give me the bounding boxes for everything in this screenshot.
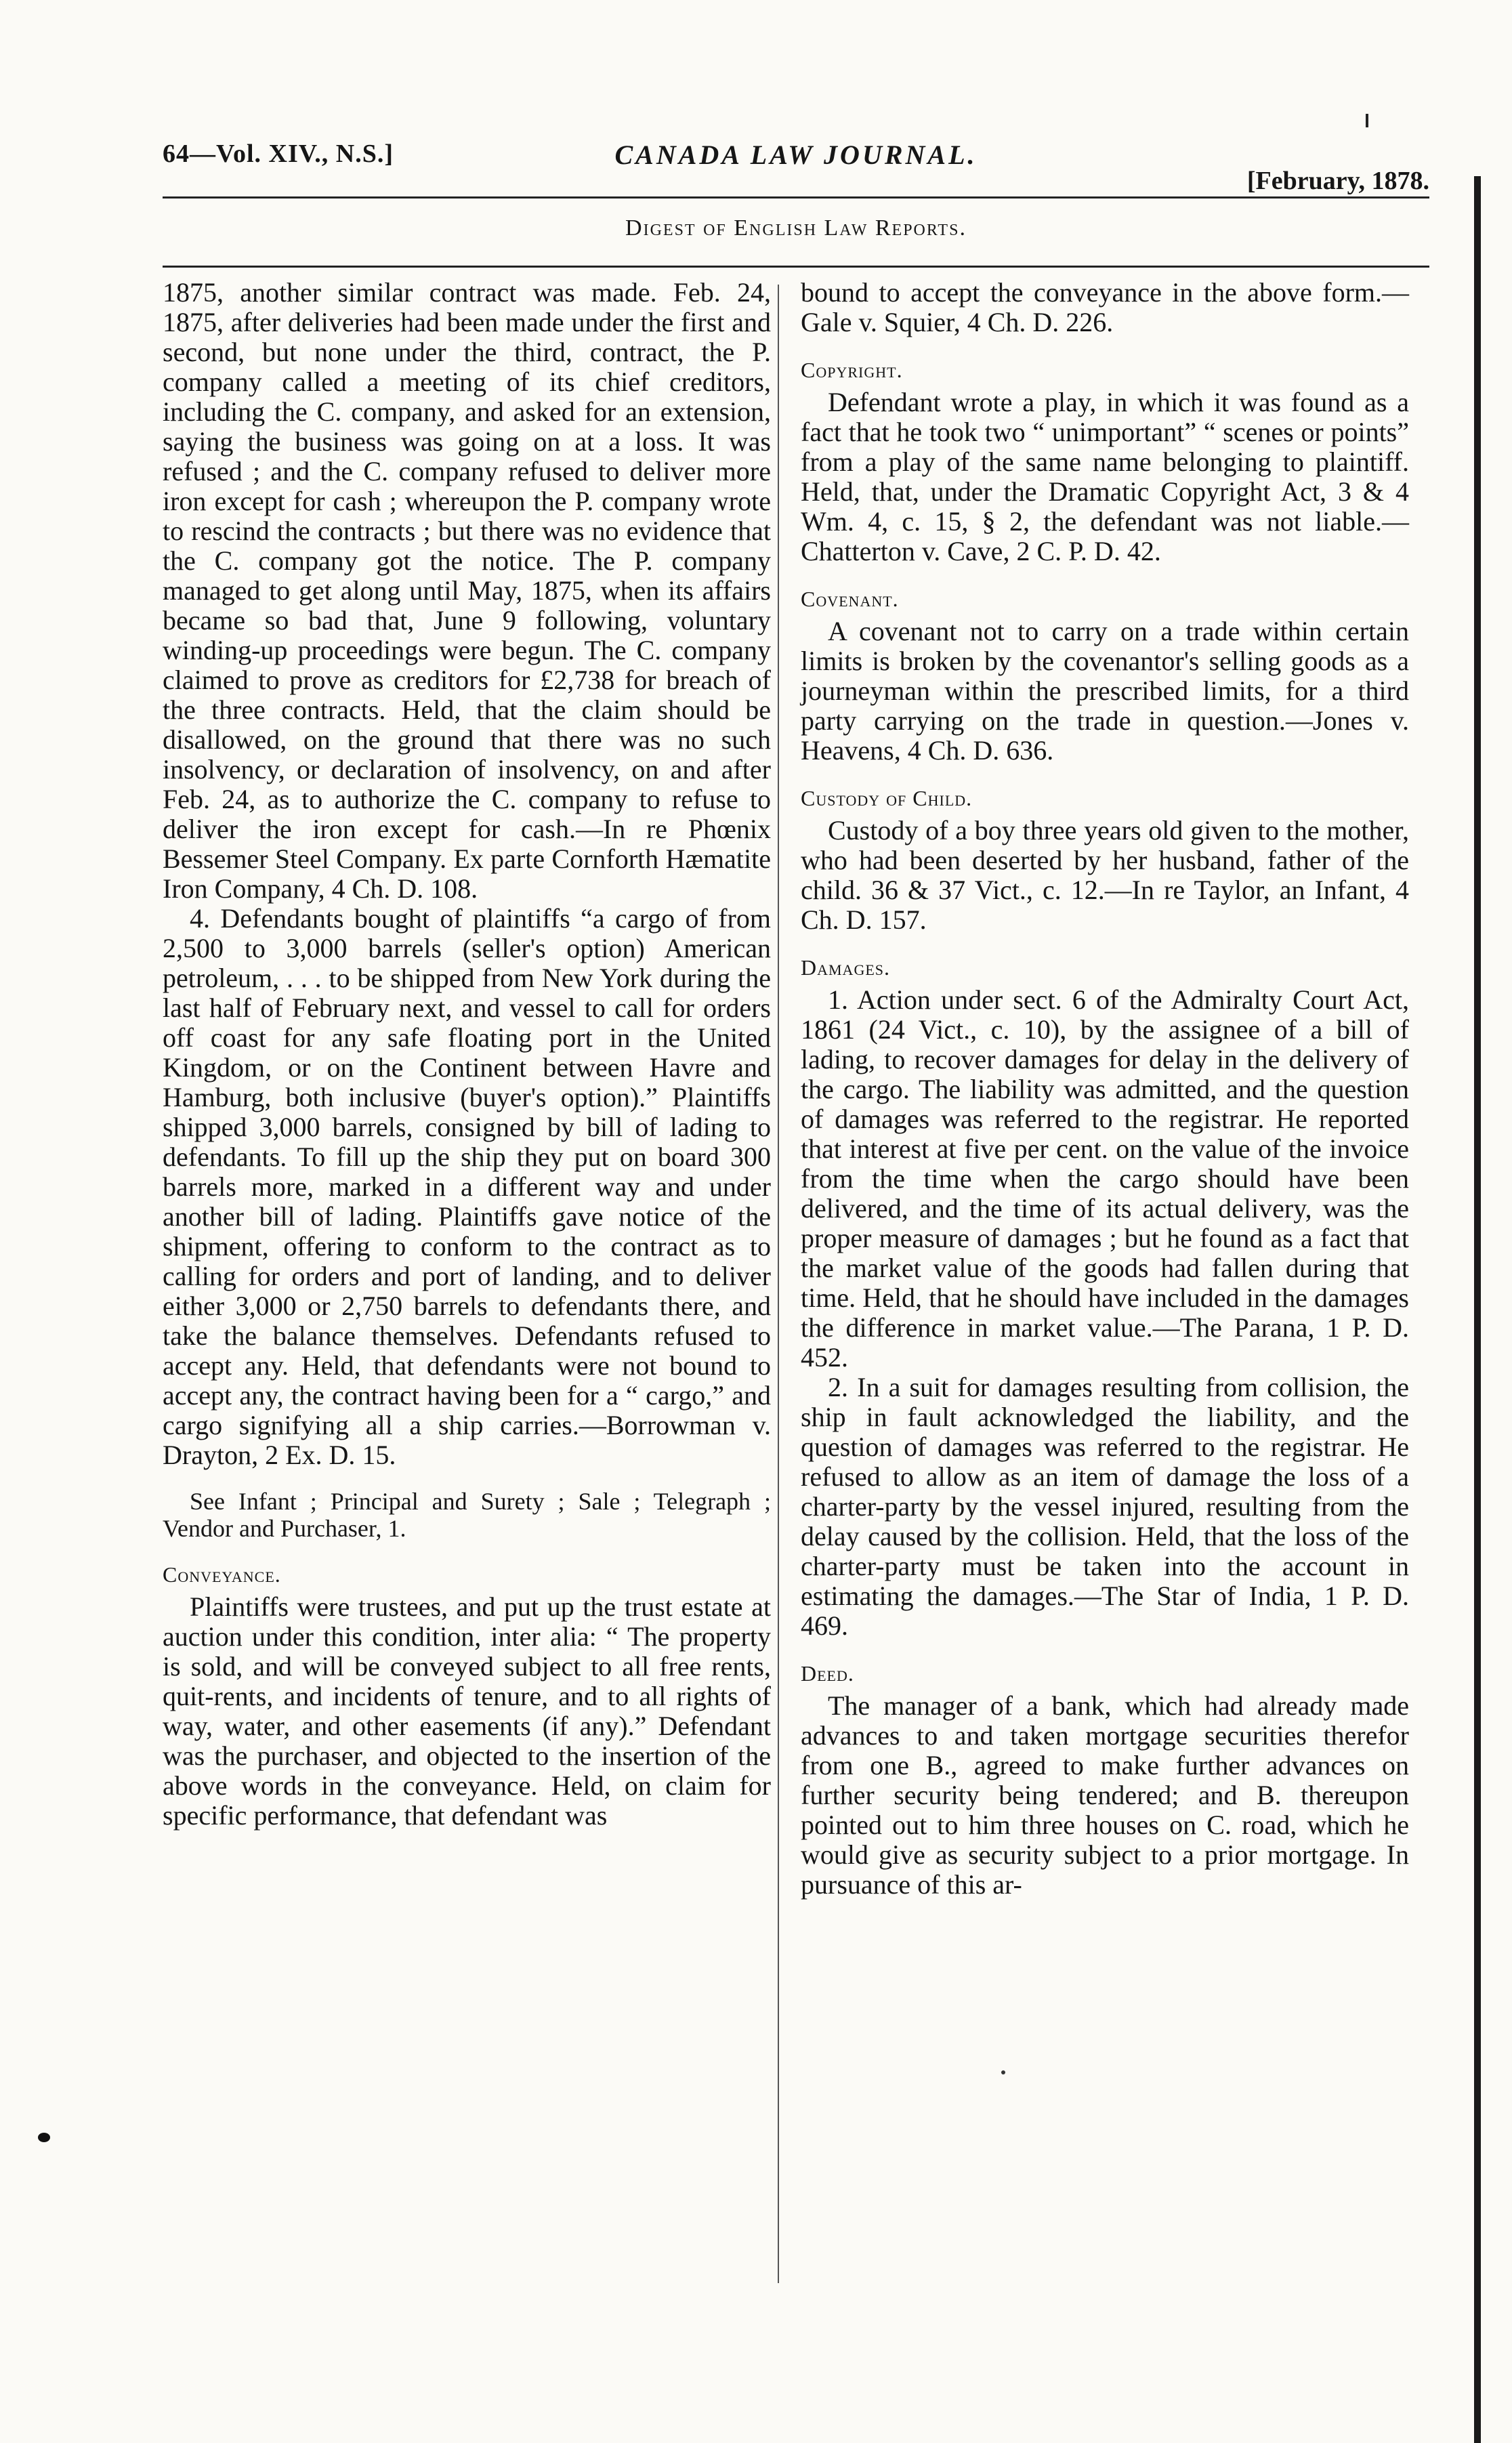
see-also-references: See Infant ; Principal and Surety ; Sale ; Telegraph ; Vendor and Purchaser, 1. [163,1488,771,1542]
heading-copyright: Copyright. [801,358,903,382]
paragraph-damages-2: 2. In a suit for damages resulting from collision, the ship in fault acknowledged the liability, and the question of damages was referred to the registrar. He refused to allow as an item of damage the loss of a charter-party by the vessel injured, resulting from the delay caused by the collision. Held, that the loss of the charter-party must be taken into the account in estimating the damages.—The Star of India, 1 P. D. 469. [801,1372,1409,1641]
heading-conveyance: Conveyance. [163,1562,281,1587]
paragraph-conveyance-continued: bound to accept the conveyance in the above form.—Gale v. Squier, 4 Ch. D. 226. [801,277,1409,337]
paragraph-covenant: A covenant not to carry on a trade within certain limits is broken by the covenantor's selling goods as a journeyman within the prescribed limits, for a third party carrying on the trade in question.—Jones v. Heavens, 4 Ch. D. 636. [801,616,1409,766]
heading-damages: Damages. [801,955,891,980]
paragraph-contract-continued: 1875, another similar contract was made. Feb. 24, 1875, after deliveries had been made under the first and second, but none under the third, contract, the P. company called a meeting of its chief creditors, including the C. company, and asked for an extension, saying the business was going on at a loss. It was refused ; and the C. company refused to deliver more iron except for cash ; whereupon the P. company wrote to rescind the contracts ; but there was no evidence that the C. company got the notice. The P. company managed to get along until May, 1875, when its affairs became so bad that, June 9 following, voluntary winding-up proceedings were begun. The C. company claimed to prove as creditors for £2,738 for breach of the three contracts. Held, that the claim should be disallowed, on the ground that there was no such insolvency, or declaration of insolvency, on and after Feb. 24, as to authorize the C. company to refuse to deliver the iron except for cash.—In re Phœnix Bessemer Steel Company. Ex parte Cornforth Hæmatite Iron Company, 4 Ch. D. 108. [163,277,771,904]
section-rule [163,266,1429,268]
paragraph-damages-1: 1. Action under sect. 6 of the Admiralty Court Act, 1861 (24 Vict., c. 10), by the assignee of a bill of lading, to recover damages for delay in the delivery of the cargo. The liability was admitted, and the question of damages was referred to the registrar. He reported that interest at five per cent. on the value of the invoice from the time when the cargo should have been delivered, and the time of its actual delivery, was the proper measure of damages ; but he found as a fact that the market value of the goods had fallen during that time. Held, that he should have included in the damages the difference in market value.—The Parana, 1 P. D. 452. [801,984,1409,1373]
paragraph-conveyance: Plaintiffs were trustees, and put up the trust estate at auction under this condition, inter alia: “ The property is sold, and will be conveyed subject to all free rents, quit-rents, and incidents of tenure, and to all rights of way, water, and other easements (if any).” Defendant was the purchaser, and objected to the insertion of the above words in the conveyance. Held, on claim for specific performance, that defendant was [163,1591,771,1831]
left-column [163,278,771,1831]
running-header [163,132,1429,195]
heading-deed: Deed. [801,1661,854,1686]
paragraph-cargo-case: 4. Defendants bought of plaintiffs “a cargo of from 2,500 to 3,000 barrels (seller's option) American petroleum, . . . to be shipped from New York during the last half of February next, and vessel to call for orders off coast for any safe floating port in the United Kingdom, or on the Continent between Havre and Hamburg, both inclusive (buyer's option).” Plaintiffs shipped 3,000 barrels, consigned by bill of lading to defendants. To fill up the ship they put on board 300 barrels more, marked in a different way and under another bill of lading. Plaintiffs gave notice of the shipment, offering to conform to the contract as to calling for orders and port of landing, and to deliver either 3,000 or 2,750 barrels to defendants there, and take the balance themselves. Defendants refused to accept any. Held, that defendants were not bound to accept any, the contract having been for a “ cargo,” and cargo signifying all a ship carries.—Borrowman v. Drayton, 2 Ex. D. 15. [163,903,771,1470]
paragraph-deed: The manager of a bank, which had already made advances to and taken mortgage securities therefor from one B., agreed to make further advances on further security being tendered; and B. thereupon pointed out to him three houses on C. road, which he would give as security subject to a prior mortgage. In pursuance of this ar- [801,1690,1409,1900]
header-journal-title: CANADA LAW JOURNAL. [614,140,978,170]
ink-speck [1001,2070,1005,2074]
heading-covenant: Covenant. [801,587,899,611]
header-volume: 64—Vol. XIV., N.S.] [163,140,394,168]
ink-blot [38,2133,50,2142]
header-date: [February, 1878. [1246,167,1429,195]
column-divider [778,285,779,2283]
paragraph-copyright: Defendant wrote a play, in which it was found as a fact that he took two “ unimportant” “ scenes or points” from a play of the same name belonging to plaintiff. Held, that, under the Dramatic Copyright Act, 3 & 4 Wm. 4, c. 15, § 2, the defendant was not liable.—Chatterton v. Cave, 2 C. P. D. 42. [801,387,1409,566]
edge-mark [1366,114,1368,127]
page-edge [1474,176,1481,2443]
section-title: Digest of English Law Reports. [625,215,967,241]
header-rule [163,196,1429,199]
paragraph-custody: Custody of a boy three years old given to the mother, who had been deserted by her husband, father of the child. 36 & 37 Vict., c. 12.—In re Taylor, an Infant, 4 Ch. D. 157. [801,815,1409,935]
heading-custody: Custody of Child. [801,786,973,810]
right-column [801,278,1409,1900]
